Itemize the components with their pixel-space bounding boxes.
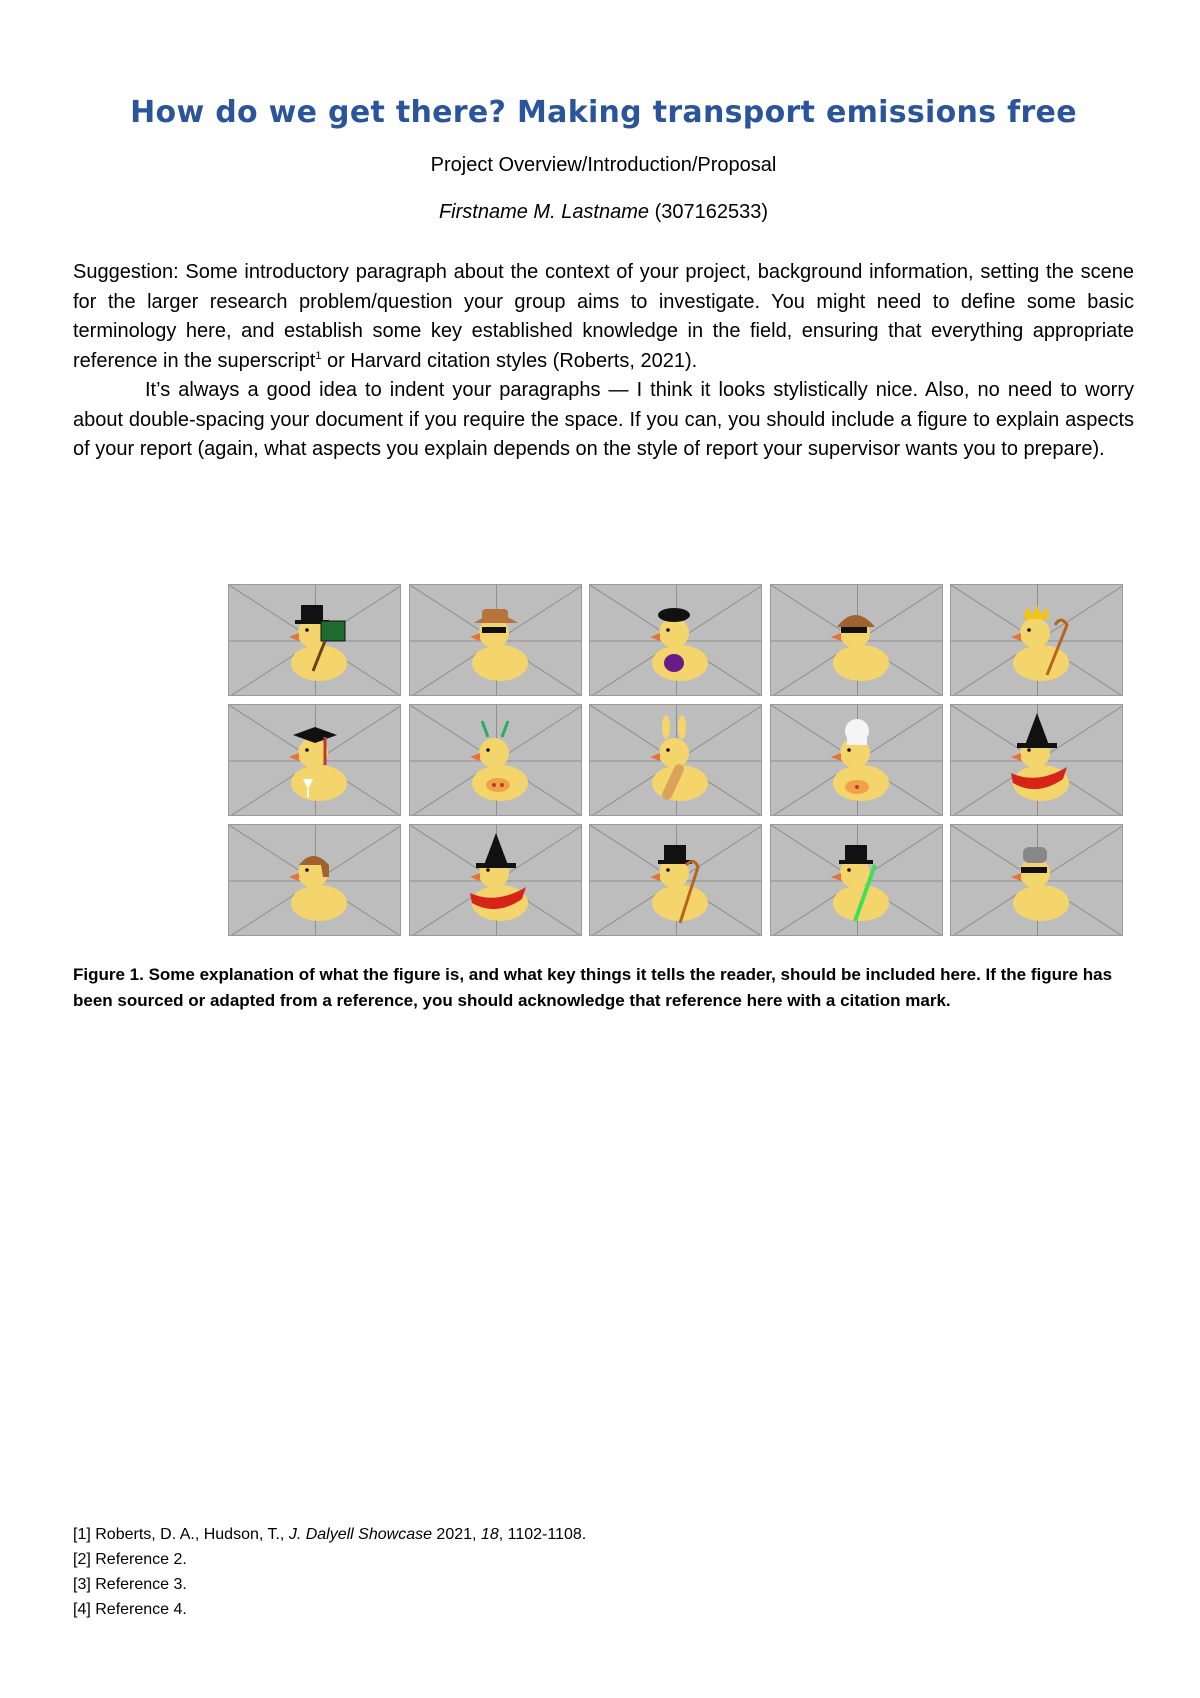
document-title: How do we get there? Making transport emissions free: [130, 95, 1077, 130]
figure-caption-text: Some explanation of what the figure is, and what key things it tells the reader, should be included here. If the figure has been sourced or adapted from a reference, you should acknowledge that reference here with a citation mark.: [73, 965, 1113, 1010]
paragraph-1: [73, 258, 1134, 376]
reference-1-journal: J. Dalyell Showcase: [288, 1526, 432, 1543]
duck-image-top-hat-lightsaber-duck: [770, 824, 943, 936]
reference-item: [2] Reference 2.: [73, 1551, 187, 1568]
duck-image-beret-purple-duck: [589, 584, 762, 696]
author-id: (307162533): [654, 201, 769, 223]
duck-figure-grid: [228, 584, 1123, 938]
duck-image-graduation-cap-wine-duck: [228, 704, 401, 816]
reference-1-volume: 18: [480, 1526, 499, 1543]
paragraph-1-text: Suggestion: Some introductory paragraph about the context of your project, background information, setting the scene for the larger research problem/question your group aims to investigate. You might need to define some basic terminology here, and establish some key established knowledge in the field, ensuring that everything appropriate reference in the superscript: [73, 261, 1134, 372]
duck-image-chef-hat-pizza-duck: [770, 704, 943, 816]
superscript-citation: 1: [315, 349, 322, 362]
duck-image-antenna-pizza-duck: [409, 704, 582, 816]
paragraph-2: It’s always a good idea to indent your paragraphs — I think it looks stylistically nice. Also, no need to worry about double-spacing your document if you require the space. If you can, you should include a figure to explain aspects of your report (again, what aspects you explain depends on the style of report your supervisor wants you to prepare).: [73, 379, 1134, 460]
duck-image-crown-cane-duck: [950, 584, 1123, 696]
author-name: Firstname M. Lastname: [438, 201, 650, 223]
body-text: [73, 258, 1134, 465]
reference-1-pages: , 1102-1108.: [498, 1526, 587, 1543]
duck-image-witch-hat-scarf-duck: [409, 824, 582, 936]
reference-1-year: 2021,: [431, 1526, 481, 1543]
document-subtitle: Project Overview/Introduction/Proposal: [430, 154, 777, 176]
author-line: [73, 201, 1134, 224]
duck-image-bunny-ears-baguette-duck: [589, 704, 762, 816]
figure-caption-label: Figure 1.: [73, 965, 144, 984]
paragraph-1-tail: or Harvard citation styles (Roberts, 2021).: [321, 349, 698, 372]
reference-item: [3] Reference 3.: [73, 1576, 187, 1593]
duck-image-top-hat-cane-duck: [589, 824, 762, 936]
duck-image-bald-wig-duck: [228, 824, 401, 936]
reference-item: [4] Reference 4.: [73, 1601, 187, 1618]
reference-item: [73, 1522, 1134, 1547]
duck-image-aviator-helmet-sunglasses-duck: [770, 584, 943, 696]
duck-image-cowboy-hat-sunglasses-duck: [409, 584, 582, 696]
duck-image-top-hat-sign-duck: [228, 584, 401, 696]
figure-caption: [73, 962, 1134, 1014]
references-list: [73, 1522, 1134, 1622]
reference-1-authors: [1] Roberts, D. A., Hudson, T.,: [73, 1526, 289, 1543]
duck-image-grey-hat-sunglasses-duck: [950, 824, 1123, 936]
duck-image-witch-hat-scarf-duck: [950, 704, 1123, 816]
